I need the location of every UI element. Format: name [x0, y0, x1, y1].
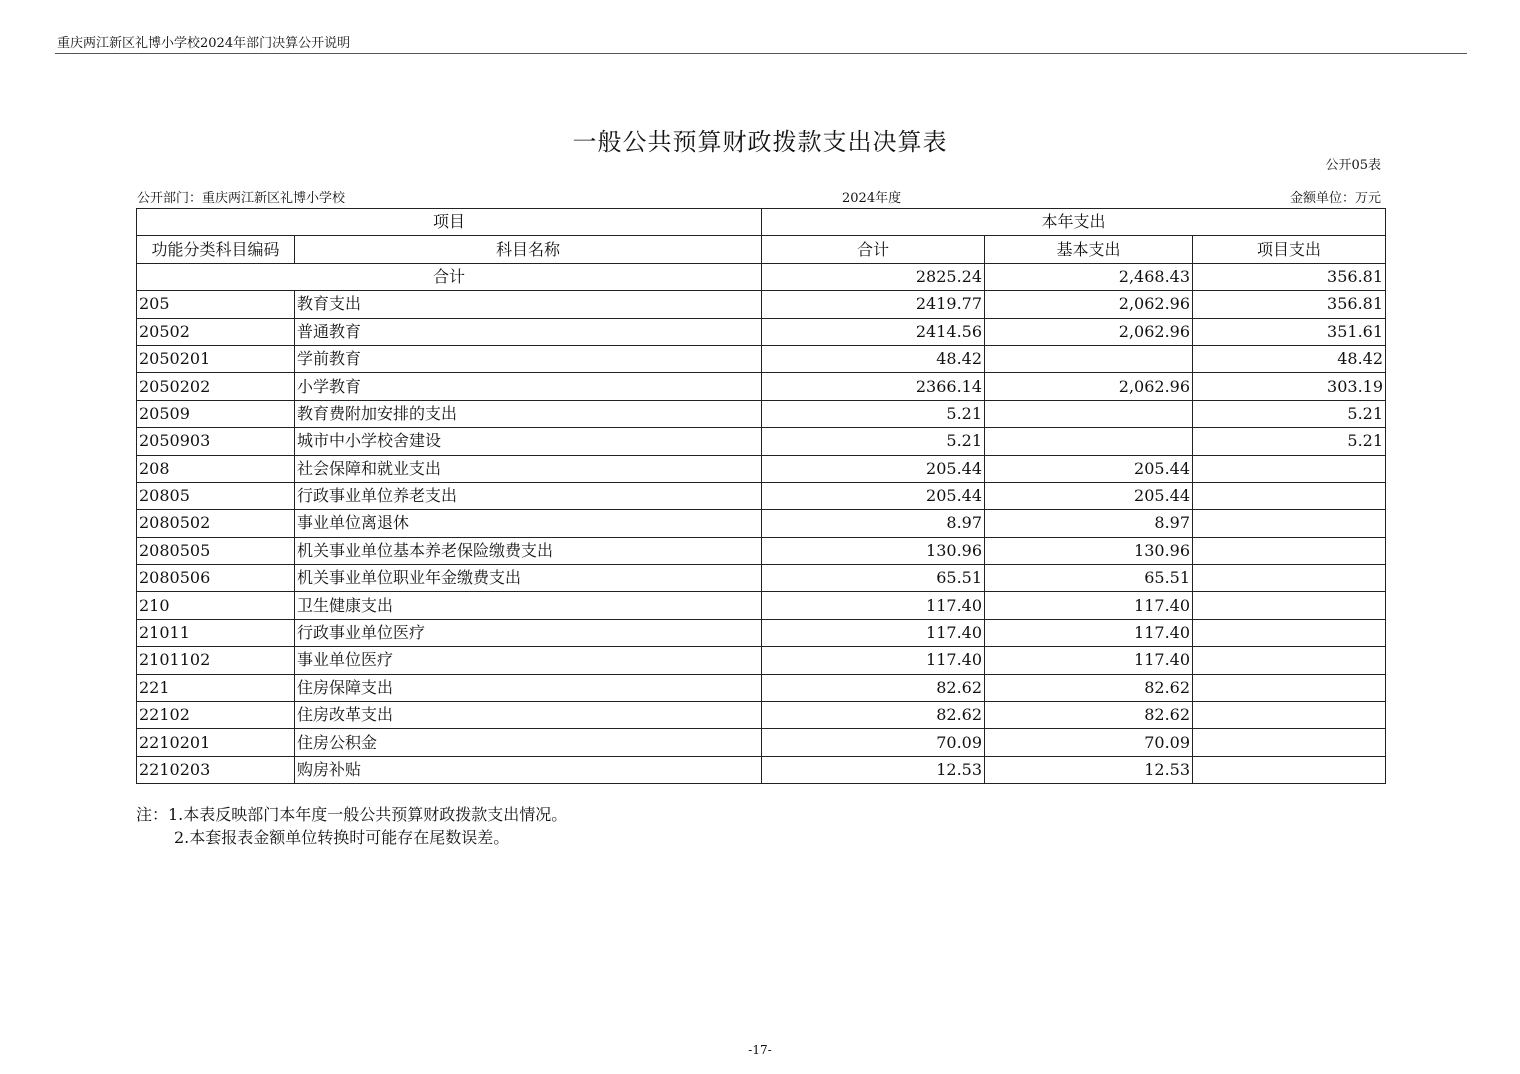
row-code: 21011 [137, 619, 295, 646]
table-row [137, 592, 1386, 619]
row-project: 48.42 [1193, 345, 1386, 372]
row-code: 210 [137, 592, 295, 619]
row-code: 2050202 [137, 373, 295, 400]
row-basic [985, 428, 1193, 455]
row-name: 学前教育 [295, 345, 762, 372]
header-name: 科目名称 [295, 236, 762, 263]
table-row [137, 674, 1386, 701]
row-total: 48.42 [762, 345, 985, 372]
row-name: 事业单位医疗 [295, 647, 762, 674]
row-name: 卫生健康支出 [295, 592, 762, 619]
row-name: 行政事业单位医疗 [295, 619, 762, 646]
row-basic: 82.62 [985, 674, 1193, 701]
row-name: 住房改革支出 [295, 702, 762, 729]
row-code: 2101102 [137, 647, 295, 674]
row-code: 20805 [137, 482, 295, 509]
row-basic: 70.09 [985, 729, 1193, 756]
row-code: 20502 [137, 318, 295, 345]
expenditure-table [136, 208, 1386, 784]
row-code: 2050201 [137, 345, 295, 372]
total-row-basic: 2,468.43 [985, 263, 1193, 290]
row-name: 事业单位离退休 [295, 510, 762, 537]
row-name: 住房保障支出 [295, 674, 762, 701]
table-row [137, 510, 1386, 537]
row-basic [985, 345, 1193, 372]
row-basic: 117.40 [985, 619, 1193, 646]
header-total: 合计 [762, 236, 985, 263]
row-code: 20509 [137, 400, 295, 427]
row-code: 221 [137, 674, 295, 701]
row-total: 117.40 [762, 647, 985, 674]
row-name: 机关事业单位职业年金缴费支出 [295, 565, 762, 592]
row-name: 行政事业单位养老支出 [295, 482, 762, 509]
header-basic: 基本支出 [985, 236, 1193, 263]
table-row [137, 291, 1386, 318]
row-project [1193, 455, 1386, 482]
row-total: 205.44 [762, 455, 985, 482]
row-total: 65.51 [762, 565, 985, 592]
table-row [137, 756, 1386, 783]
row-project [1193, 756, 1386, 783]
header-row-1 [137, 209, 1386, 236]
row-total: 82.62 [762, 702, 985, 729]
row-project [1193, 647, 1386, 674]
table-row [137, 373, 1386, 400]
row-project [1193, 537, 1386, 564]
row-name: 社会保障和就业支出 [295, 455, 762, 482]
row-total: 5.21 [762, 428, 985, 455]
total-row-label: 合计 [137, 263, 762, 290]
row-basic: 12.53 [985, 756, 1193, 783]
row-code: 2080502 [137, 510, 295, 537]
row-project [1193, 702, 1386, 729]
form-number: 公开05表 [1325, 158, 1381, 173]
row-total: 82.62 [762, 674, 985, 701]
row-name: 教育费附加安排的支出 [295, 400, 762, 427]
running-header-title: 重庆两江新区礼博小学校2024年部门决算公开说明 [57, 36, 351, 51]
row-project: 356.81 [1193, 291, 1386, 318]
total-row-project: 356.81 [1193, 263, 1386, 290]
table-row [137, 647, 1386, 674]
table-row [137, 482, 1386, 509]
amount-unit-label: 金额单位：万元 [1289, 191, 1381, 206]
row-basic: 117.40 [985, 647, 1193, 674]
row-code: 208 [137, 455, 295, 482]
row-basic: 2,062.96 [985, 373, 1193, 400]
table-title: 一般公共预算财政拨款支出决算表 [572, 128, 948, 156]
row-basic: 82.62 [985, 702, 1193, 729]
row-basic: 2,062.96 [985, 318, 1193, 345]
row-project: 303.19 [1193, 373, 1386, 400]
row-total: 5.21 [762, 400, 985, 427]
row-project: 5.21 [1193, 400, 1386, 427]
row-total: 130.96 [762, 537, 985, 564]
row-basic: 205.44 [985, 482, 1193, 509]
page-number: -17- [748, 1043, 772, 1057]
row-project: 5.21 [1193, 428, 1386, 455]
header-code: 功能分类科目编码 [137, 236, 295, 263]
row-basic: 8.97 [985, 510, 1193, 537]
row-total: 12.53 [762, 756, 985, 783]
row-code: 205 [137, 291, 295, 318]
header-divider [55, 53, 1467, 54]
total-row-total: 2825.24 [762, 263, 985, 290]
row-name: 城市中小学校舍建设 [295, 428, 762, 455]
row-project [1193, 565, 1386, 592]
note-line-1: 注：1.本表反映部门本年度一般公共预算财政拨款支出情况。 [136, 805, 568, 824]
row-project [1193, 674, 1386, 701]
table-row [137, 455, 1386, 482]
row-total: 117.40 [762, 619, 985, 646]
row-project: 351.61 [1193, 318, 1386, 345]
row-total: 8.97 [762, 510, 985, 537]
table-row [137, 619, 1386, 646]
row-basic: 130.96 [985, 537, 1193, 564]
table-row [137, 565, 1386, 592]
row-name: 机关事业单位基本养老保险缴费支出 [295, 537, 762, 564]
fiscal-year-label: 2024年度 [842, 191, 902, 206]
department-label: 公开部门：重庆两江新区礼博小学校 [137, 191, 346, 206]
row-basic: 2,062.96 [985, 291, 1193, 318]
row-code: 2050903 [137, 428, 295, 455]
table-row [137, 537, 1386, 564]
row-basic: 205.44 [985, 455, 1193, 482]
row-basic [985, 400, 1193, 427]
row-basic: 65.51 [985, 565, 1193, 592]
row-name: 住房公积金 [295, 729, 762, 756]
header-item: 项目 [137, 209, 762, 236]
row-total: 2414.56 [762, 318, 985, 345]
row-code: 2080505 [137, 537, 295, 564]
row-code: 2210201 [137, 729, 295, 756]
row-project [1193, 729, 1386, 756]
table-row [137, 318, 1386, 345]
row-name: 普通教育 [295, 318, 762, 345]
note-line-2: 2.本套报表金额单位转换时可能存在尾数误差。 [174, 828, 510, 847]
header-row-2 [137, 236, 1386, 263]
row-name: 小学教育 [295, 373, 762, 400]
total-row [137, 263, 1386, 290]
row-total: 70.09 [762, 729, 985, 756]
table-row [137, 729, 1386, 756]
table-row [137, 400, 1386, 427]
row-code: 22102 [137, 702, 295, 729]
row-project [1193, 510, 1386, 537]
header-project: 项目支出 [1193, 236, 1386, 263]
row-name: 购房补贴 [295, 756, 762, 783]
row-total: 205.44 [762, 482, 985, 509]
table-row [137, 428, 1386, 455]
table-row [137, 345, 1386, 372]
row-name: 教育支出 [295, 291, 762, 318]
row-total: 117.40 [762, 592, 985, 619]
row-code: 2210203 [137, 756, 295, 783]
row-project [1193, 592, 1386, 619]
table-row [137, 702, 1386, 729]
row-total: 2419.77 [762, 291, 985, 318]
row-project [1193, 482, 1386, 509]
row-project [1193, 619, 1386, 646]
row-code: 2080506 [137, 565, 295, 592]
table-notes [136, 803, 567, 849]
row-total: 2366.14 [762, 373, 985, 400]
row-basic: 117.40 [985, 592, 1193, 619]
header-current-year: 本年支出 [762, 209, 1386, 236]
